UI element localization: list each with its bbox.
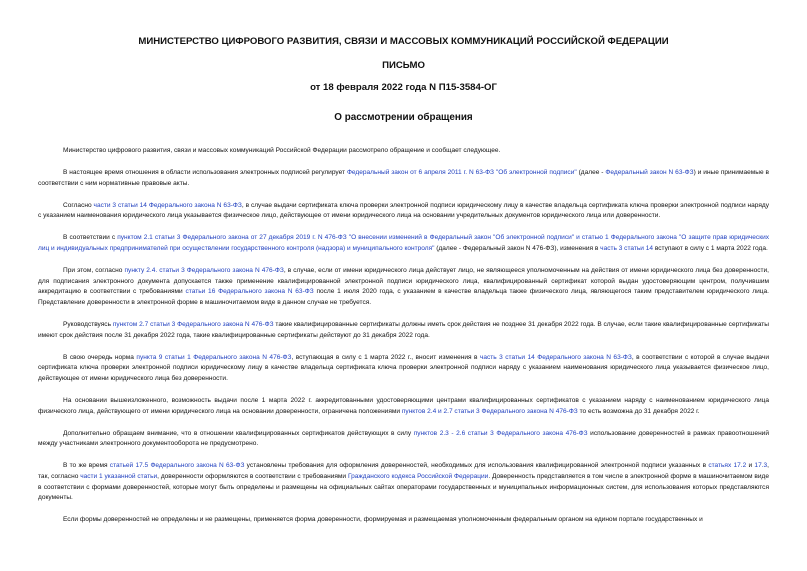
- document-type: ПИСЬМО: [382, 60, 425, 71]
- paragraph-text: установлены требования для оформления доверенностей, необходимых для использования квалифицированной электронной подписи указанных в: [244, 462, 709, 470]
- paragraph-5: [38, 266, 769, 308]
- paragraph-text: Дополнительно обращаем внимание, что в отношении квалифицированных сертификатов действующих в силу: [63, 429, 414, 437]
- law-link[interactable]: пунктов 2.4 и 2.7 статьи 3 Федерального закона N 476-ФЗ: [401, 407, 578, 415]
- law-link[interactable]: пункта 9 статьи 1 Федерального закона N 476-ФЗ: [136, 353, 292, 361]
- paragraph-text: Руководствуясь: [63, 321, 113, 329]
- paragraph-text: Министерство цифрового развития, связи и массовых коммуникаций Российской Федерации рассмотрело обращение и сообщает следующее.: [63, 147, 501, 154]
- paragraph-11: [38, 515, 769, 526]
- ministry-title: МИНИСТЕРСТВО ЦИФРОВОГО РАЗВИТИЯ, СВЯЗИ И МАССОВЫХ КОММУНИКАЦИЙ РОССИЙСКОЙ ФЕДЕРАЦИИ: [138, 36, 669, 47]
- law-link[interactable]: 17.3: [754, 462, 768, 470]
- law-link[interactable]: Федеральный закон N 63-ФЗ: [605, 169, 694, 177]
- paragraph-text: вступают в силу с 1 марта 2022 года.: [653, 245, 768, 253]
- law-link[interactable]: статьях 17.2: [708, 462, 747, 470]
- paragraph-2: [38, 168, 769, 189]
- law-link[interactable]: часть 3 статьи 14 Федерального закона N 63-ФЗ: [479, 353, 632, 361]
- document-date-number: от 18 февраля 2022 года N П15-3584-ОГ: [310, 82, 497, 93]
- paragraph-text: ) и иные принимаемые в соответствии с ним нормативные правовые акты.: [38, 169, 769, 187]
- paragraph-10: [38, 461, 769, 503]
- law-link[interactable]: статьей 17.5 Федерального закона N 63-ФЗ: [109, 462, 245, 470]
- law-link[interactable]: Гражданского кодекса Российской Федерации: [347, 472, 489, 480]
- law-link[interactable]: статьи 16 Федерального закона N 63-ФЗ: [185, 288, 314, 296]
- paragraph-4: [38, 233, 769, 254]
- paragraph-text: При этом, согласно: [63, 267, 125, 275]
- paragraph-text: , в случае выдачи сертификата ключа проверки электронной подписи юридическому лицу в качестве владельца сертификата ключа проверки электронной подписи наряду с указанием наименования юридического лица указывается физическое лицо, действующее от имени юридического лица на основании учредительных документов юридического лица или доверенности.: [38, 201, 770, 220]
- paragraph-text: На основании вышеизложенного, возможность выдачи после 1 марта 2022 г. аккредитованными удостоверяющими центрами квалифицированных сертификатов с указанием наряду с наименованием юридического лица физического лица, действующего от имени юридического лица на основании доверенности, ограничена положениями: [38, 397, 769, 415]
- paragraph-text: использование доверенностей в рамках правоотношений между участниками электронного документооборота не предусмотрено.: [38, 429, 770, 448]
- paragraph-6: [38, 320, 769, 341]
- law-link[interactable]: пунктом 2.1 статьи 3 Федерального закона от 27 декабря 2019 г. N 476-ФЗ "О внесении изменений в Федеральный закон "Об электронной подписи" и статью 1 Федерального закона "О защите прав юридических лиц и индивидуальных предпринимателей при осуществлении государственного контроля (надзора) и муниципального контроля": [38, 234, 769, 253]
- paragraph-text: В то же время: [63, 462, 110, 470]
- paragraph-text: В настоящее время отношения в области использования электронных подписей регулирует: [63, 169, 347, 177]
- paragraph-text: , доверенности оформляются в соответствии с требованиями: [157, 472, 348, 480]
- law-link[interactable]: пункту 2.4. статьи 3 Федерального закона N 476-ФЗ: [124, 267, 284, 275]
- law-link[interactable]: части 1 указанной статьи: [80, 472, 158, 480]
- paragraph-7: [38, 353, 769, 385]
- paragraph-text: , в соответствии с которой в случае выдачи сертификата ключа проверки электронной подписи юридическому лицу в качестве владельца сертификата ключа проверки электронной подписи наряду с указанием наименования юридического лица указывается физическое лицо, действующее от имени юридического лица без доверенности.: [38, 353, 769, 382]
- law-link[interactable]: Федеральный закон от 6 апреля 2011 г. N 63-ФЗ "Об электронной подписи": [346, 169, 577, 177]
- paragraph-text: В свою очередь норма: [63, 353, 137, 361]
- paragraph-text: такие квалифицированные сертификаты должны иметь срок действия не позднее 31 декабря 2022 года. В случае, если такие квалифицированные сертификаты имеют срок действия после 31 декабря 2022 года, такие квалифицированные сертификаты действуют до 31 декабря 2022 года.: [38, 321, 769, 339]
- paragraph-text: Согласно: [63, 201, 94, 209]
- paragraph-1: [38, 146, 769, 157]
- paragraph-text: (далее -: [576, 169, 606, 177]
- paragraph-text: В соответствии с: [63, 234, 118, 242]
- paragraph-text: после 1 июля 2020 года, с указанием в качестве владельца также физического лица, являющегося таким представителем юридического лица. Представление доверенности в электронной форме в машиночитаемом виде в данном случае не требуется.: [38, 288, 769, 306]
- document-body: [38, 146, 769, 526]
- paragraph-text: Если формы доверенностей не определены и не размещены, применяется форма доверенности, формируемая и размещаемая уполномоченным федеральным органом на едином портале государственных и: [63, 516, 703, 524]
- paragraph-text: . Доверенность представляется в том числе в электронной форме в машиночитаемом виде в соответствии с формами доверенностей, которые могут быть определены и размещены на официальных сайтах операторами государственных и муниципальных информационных систем, для использования которых представляются документы.: [38, 472, 769, 502]
- paragraph-text: , так, согласно: [38, 462, 769, 480]
- paragraph-text: (далее - Федеральный закон N 476-ФЗ), изменения в: [434, 245, 601, 253]
- paragraph-text: и: [746, 462, 755, 470]
- law-link[interactable]: часть 3 статьи 14: [600, 245, 654, 253]
- paragraph-3: [38, 201, 769, 222]
- law-link[interactable]: пунктов 2.3 - 2.6 статьи 3 Федерального закона 476-ФЗ: [413, 429, 588, 437]
- law-link[interactable]: пунктом 2.7 статьи 3 Федерального закона N 476-ФЗ: [112, 321, 274, 329]
- paragraph-8: [38, 396, 769, 417]
- paragraph-text: , в случае, если от имени юридического лица действует лицо, не являющееся уполномоченным на действия от имени юридического лица без доверенности, для подписания электронного документа допускается также применение квалифицированной электронной подписи юридического лица, квалифицированный сертификат которой выдан удостоверяющим центром, получившим аккредитацию в соответствии с требованиями: [38, 267, 769, 296]
- law-link[interactable]: части 3 статьи 14 Федерального закона N 63-ФЗ: [93, 201, 242, 209]
- paragraph-9: [38, 429, 769, 450]
- document-subject: О рассмотрении обращения: [334, 112, 473, 123]
- paragraph-text: то есть возможна до 31 декабря 2022 г.: [577, 407, 700, 415]
- paragraph-text: , вступающая в силу с 1 марта 2022 г., вносит изменения в: [291, 353, 480, 361]
